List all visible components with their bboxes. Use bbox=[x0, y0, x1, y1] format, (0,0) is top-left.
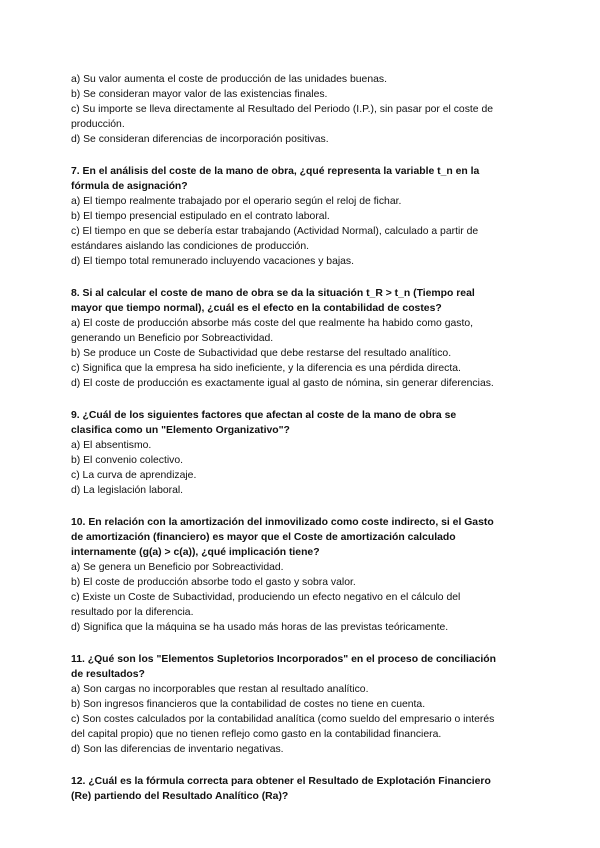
question-block bbox=[71, 408, 540, 498]
question-title: clasifica como un "Elemento Organizativo"? bbox=[71, 425, 290, 436]
question-title: (Re) partiendo del Resultado Analítico (Ra)? bbox=[71, 791, 289, 802]
option-line: d) El tiempo total remunerado incluyendo vacaciones y bajas. bbox=[71, 256, 355, 267]
option-line: c) La curva de aprendizaje. bbox=[71, 470, 197, 481]
option-line: a) Su valor aumenta el coste de producción de las unidades buenas. bbox=[71, 74, 387, 85]
option-line: d) Se consideran diferencias de incorporación positivas. bbox=[71, 134, 329, 145]
option-line: b) El convenio colectivo. bbox=[71, 455, 184, 466]
option-line: del capital propio) que no tienen reflejo como gasto en la contabilidad financiera. bbox=[71, 729, 442, 740]
option-line: resultado por la diferencia. bbox=[71, 607, 194, 618]
option-line: d) Significa que la máquina se ha usado más horas de las previstas teóricamente. bbox=[71, 622, 449, 633]
question-block bbox=[71, 515, 540, 635]
question-title: de amortización (financiero) es mayor que el Coste de amortización calculado bbox=[71, 532, 456, 543]
option-line: c) Significa que la empresa ha sido ineficiente, y la diferencia es una pérdida directa. bbox=[71, 363, 461, 374]
option-line: producción. bbox=[71, 119, 125, 130]
question-block bbox=[71, 652, 540, 757]
option-line: b) Se produce un Coste de Subactividad que debe restarse del resultado analítico. bbox=[71, 348, 452, 359]
option-line: a) El coste de producción absorbe más coste del que realmente ha habido como gasto, bbox=[71, 318, 474, 329]
option-line: a) Son cargas no incorporables que restan al resultado analítico. bbox=[71, 684, 369, 695]
question-title: mayor que tiempo normal), ¿cuál es el efecto en la contabilidad de costes? bbox=[71, 303, 442, 314]
question-title: 9. ¿Cuál de los siguientes factores que afectan al coste de la mano de obra se bbox=[71, 410, 457, 421]
question-list bbox=[71, 164, 540, 804]
option-line: estándares aislando las condiciones de producción. bbox=[71, 241, 309, 252]
option-line: c) El tiempo en que se debería estar trabajando (Actividad Normal), calculado a partir de bbox=[71, 226, 479, 237]
question-block bbox=[71, 774, 540, 804]
option-line: b) El coste de producción absorbe todo el gasto y sobra valor. bbox=[71, 577, 356, 588]
option-line: generando un Beneficio por Sobreactividad. bbox=[71, 333, 274, 344]
question-block bbox=[71, 164, 540, 269]
option-line: b) Son ingresos financieros que la contabilidad de costes no tiene en cuenta. bbox=[71, 699, 426, 710]
question-block bbox=[71, 286, 540, 391]
option-line: a) El absentismo. bbox=[71, 440, 152, 451]
question-title: 10. En relación con la amortización del inmovilizado como coste indirecto, si el Gasto bbox=[71, 517, 494, 528]
question-title: de resultados? bbox=[71, 669, 145, 680]
question-title: 12. ¿Cuál es la fórmula correcta para obtener el Resultado de Explotación Financiero bbox=[71, 776, 491, 787]
question-title: fórmula de asignación? bbox=[71, 181, 188, 192]
option-line: b) El tiempo presencial estipulado en el contrato laboral. bbox=[71, 211, 330, 222]
option-line: a) El tiempo realmente trabajado por el operario según el reloj de fichar. bbox=[71, 196, 402, 207]
option-line: c) Existe un Coste de Subactividad, produciendo un efecto negativo en el cálculo del bbox=[71, 592, 461, 603]
question-title: 7. En el análisis del coste de la mano de obra, ¿qué representa la variable t_n en la bbox=[71, 166, 480, 177]
previous-question-options bbox=[71, 72, 540, 147]
option-line: d) La legislación laboral. bbox=[71, 485, 184, 496]
option-line: b) Se consideran mayor valor de las existencias finales. bbox=[71, 89, 328, 100]
option-line: d) El coste de producción es exactamente igual al gasto de nómina, sin generar diferencias. bbox=[71, 378, 494, 389]
option-line: a) Se genera un Beneficio por Sobreactividad. bbox=[71, 562, 284, 573]
question-title: 11. ¿Qué son los "Elementos Supletorios Incorporados" en el proceso de conciliación bbox=[71, 654, 497, 665]
question-title: internamente (g(a) > c(a)), ¿qué implicación tiene? bbox=[71, 547, 320, 558]
option-line: c) Son costes calculados por la contabilidad analítica (como sueldo del empresario o interés bbox=[71, 714, 495, 725]
option-line: d) Son las diferencias de inventario negativas. bbox=[71, 744, 284, 755]
question-title: 8. Si al calcular el coste de mano de obra se da la situación t_R > t_n (Tiempo real bbox=[71, 288, 475, 299]
option-line: c) Su importe se lleva directamente al Resultado del Periodo (I.P.), sin pasar por el coste de bbox=[71, 104, 493, 115]
